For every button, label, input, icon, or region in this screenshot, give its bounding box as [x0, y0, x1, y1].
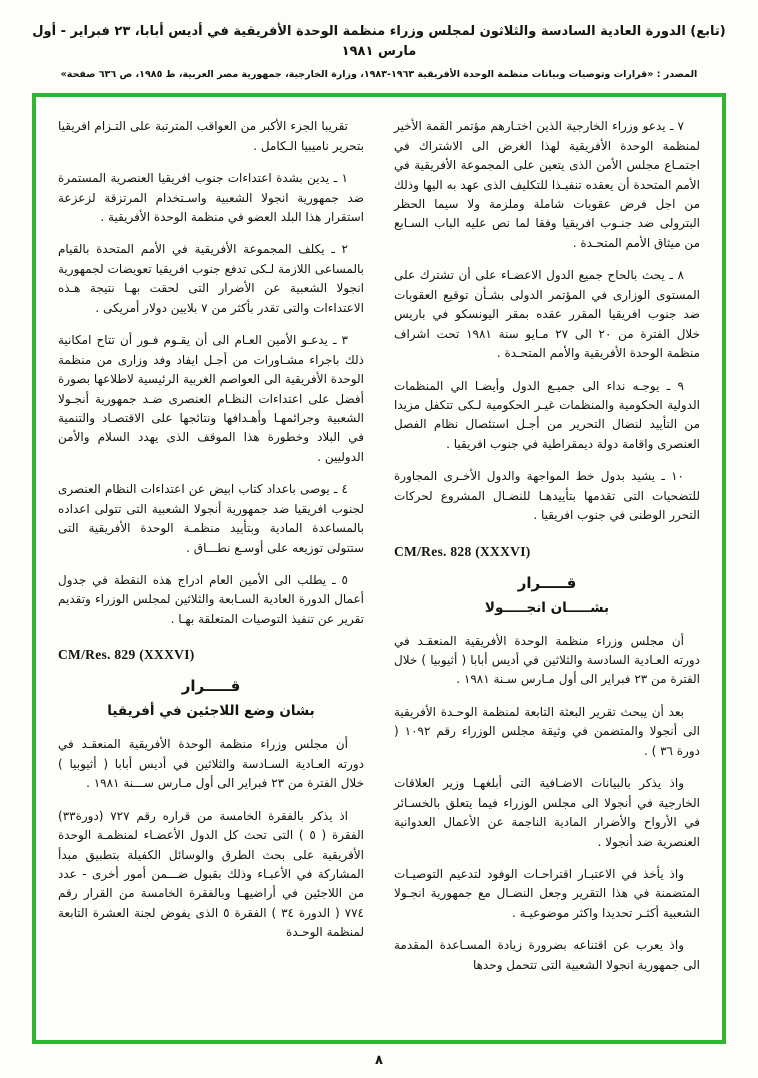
paragraph-preamble: واذ يذكر بالبيانات الاضـافية التى أبلغهـا وزير العلاقات الخارجية في أنجولا الى مجلس الوزراء فيما يتعلق بالخسـائر في الأرواح والأضرار المادية الناجمة عن الأعمال العدوانية العنصرية ضد أنجولا .	[394, 776, 700, 849]
paragraph-continuation: تقريبا الجزء الأكبر من العواقب المترتبة على التـزام افريقيا بتحرير ناميبيا الـكامل .	[58, 119, 364, 153]
resolution-title: قـــــرار	[181, 677, 241, 696]
document-header	[0, 0, 758, 81]
header-source-line: المصدر : «قرارات وتوصيات وبيانات منظمة الوحدة الأفريقية ١٩٦٣-١٩٨٣، وزارة الخارجية، جمهورية مصر العربية، ط ١٩٨٥، ص ٦٣٦ صفحة»	[60, 69, 698, 80]
resolution-reference-829: CM/Res. 829 (XXXVI)	[58, 647, 195, 663]
header-session-title: (تابع) الدورة العادية السادسة والثلاثون لمجلس وزراء منظمة الوحدة الأفريقية في أديس أبابا، ٢٣ فبراير - أول مارس ١٩٨١	[32, 24, 726, 59]
paragraph-preamble: بعد أن يبحث تقرير البعثة التابعة لمنظمة الوحـدة الأفريقية الى أنجولا والمتضمن في وثيقة مجلس الوزراء رقم ١٠٩٢ ( دورة ٣٦ ) .	[394, 704, 701, 758]
paragraph-item-2: ٢ ـ يكلف المجموعة الأفريقية في الأمم المتحدة بالقيام بالمساعى اللازمة لـكى تدفع جنوب افريقيا تعويضات لجمهورية انجولا الشعبية عن الأضرار التى لحقت بهـا نتيجة هـذه الاعتداءات والتى تقدر بأكثر من ٧ بلايين دولار أمريكى .	[58, 242, 364, 315]
resolution-reference-828: CM/Res. 828 (XXXVI)	[394, 543, 531, 559]
paragraph-item-7: ٧ ـ يدعو وزراء الخارجية الذين اختـارهم مؤتمر القمة الأخير لمنظمة الوحدة الأفريقية لهذا الغرض الى الاشتراك في اجتمـاع مجلس الأمن الذى يتعين على المجموعة الأفريقية في الأمم المتحدة أن يعقده تنفيـذا للتكليف الذى عهد به اليها وذلك من اجل فرض عقوبات شاملة وملزمة ولا سيما الحظر البترولى ضد جنـوب افريقيا وفقا لما نص عليه الباب السـابع من ميثاق الأمم المتحـدة .	[394, 119, 700, 250]
paragraph-preamble: واذ يأخذ في الاعتبـار اقتراحـات الوفود لتدعيم التوصيـات المتضمنة في هذا التقرير وجعل النضـال مع جمهورية انجـولا الشعبية أكثـر تحديدا واكثر موضوعيـة .	[394, 866, 700, 920]
page-number: ٨	[375, 1053, 383, 1068]
resolution-title: قـــــرار	[517, 573, 577, 592]
resolution-subtitle-refugees: بشان وضع اللاجئين في أفريقيا	[107, 703, 315, 720]
content-frame	[32, 93, 726, 1044]
paragraph-preamble: أن مجلس وزراء منظمة الوحدة الأفريقية المنعقـد في دورته العـادية السادسة والثلاثين في أديس أبابا ( أثيوبيا ) خلال الفترة من ٢٣ فبراير الى أول مـارس سـنة ١٩٨١ .	[394, 633, 700, 687]
paragraph-item-10: ١٠ ـ يشيد بدول خط المواجهة والدول الأخـرى المجاورة للتضحيات التى تقدمها بتأييدهـا للنضـال المشروع لحركات التحرر الوطنى في جنوب افريقيا .	[394, 469, 700, 523]
document-footer	[0, 1044, 758, 1078]
paragraph-item-3: ٣ ـ يدعـو الأمين العـام الى أن يقـوم فـور أن تتاح امكانية ذلك باجراء مشـاورات من أجـل ايفاد وفد وزارى من منظمة الوحدة الأفريقية الى العواصم الغربية الرئيسية لاطلاعها بصورة أفضل على اعتداءات النظـام العنصرى ضـد جمهورية أنجـولا الشعبية وجرائمهـا وأهـدافها ونتائجها على الاقتصـاد والتنمية في البلاد وخطورة هذا الموقف الذى يهدد السلام والأمن الدوليين .	[58, 333, 364, 464]
paragraph-item-8: ٨ ـ يحث بالحاح جميع الدول الاعضـاء على أن تشترك على المستوى الوزارى في المؤتمر الدولى بشـأن توقيع العقوبات ضد جنوب افريقيا المقرر عقده بمقر اليونسكو في باريس خلال الفترة من ٢٠ الى ٢٧ مـايو سنة ١٩٨١ تحت اشراف منظمة الوحدة الأفريقية والأمم المتحـدة .	[394, 268, 700, 361]
paragraph-preamble: أن مجلس وزراء منظمة الوحدة الأفريقية المنعقـد في دورته العـادية السـادسة والثلاثين في أديس أبابا ( أثيوبيا ) خلال الفترة من ٢٣ فبراير الى أول مـارس ســـنة ١٩٨١ .	[58, 737, 364, 791]
column-left	[58, 117, 364, 1024]
resolution-subtitle-angola: بشـــــان انجـــــولا	[484, 599, 610, 616]
paragraph-item-4: ٤ ـ يوصى باعداد كتاب ابيض عن اعتداءات النظام العنصرى لجنوب افريقيا ضد جمهورية أنجولا الشعبية التى تتولى اعداده بالمساعدة المادية وبتأييد منظمـة الوحدة الأفريقية التى ستتولى توزيعه على أوسـع نطـــاق .	[58, 482, 364, 555]
column-right	[394, 117, 700, 1024]
paragraph-item-5: ٥ ـ يطلب الى الأمين العام ادراج هذه النقطة في جدول أعمال الدورة العادية السـابعة والثلاثين لمجلس الوزراء وتقديم تقرير عن تنفيذ التوصيات المتعلقة بهـا .	[58, 573, 364, 626]
paragraph-preamble: اذ يذكر بالفقرة الخامسة من قراره رقم ٧٢٧ (دورة٣٣) الفقرة ( ٥ ) التى تحث كل الدول الأعضـاء لمنظمـة الوحدة الأفريقية على بحث الطرق والوسائل الكفيلة بتطبيق مبدأ المشاركة في الأعبـاء وذلك بقبول ضـــمن أمور أخرى - عدد من اللاجئين في أراضيهـا وبالفقرة الخامسة من القرار رقم ٧٧٤ ( الدورة ٣٤ ) الفقرة ٥ الذى يفوض لجنة العشرة التابعة لمنظمة الوحـدة	[58, 808, 364, 940]
paragraph-item-1: ١ ـ يدين بشدة اعتداءات جنوب افريقيا العنصرية المستمرة ضد جمهورية انجولا الشعبية واسـتخدام المرتزقة لزعزعة استقرار هذا البلد العضو في منظمة الوحدة الأفريقية .	[58, 171, 364, 225]
paragraph-preamble: واذ يعرب عن اقتناعه بضرورة زيادة المسـاعدة المقدمة الى جمهورية انجولا الشعبية التى تتحمل وحدها	[394, 938, 700, 972]
paragraph-item-9: ٩ ـ يوجـه نداء الى جميـع الدول وأيضـا الي المنظمات الدولية الحكومية والمنظمات غيـر الحكومية لـكى تتكفل مزيدا من التأييد لنضال التحرير من أجـل استئصال نظام الفصل العنصرى واقامة دولة ديمقراطية في جنوب افريقيا .	[394, 378, 700, 451]
